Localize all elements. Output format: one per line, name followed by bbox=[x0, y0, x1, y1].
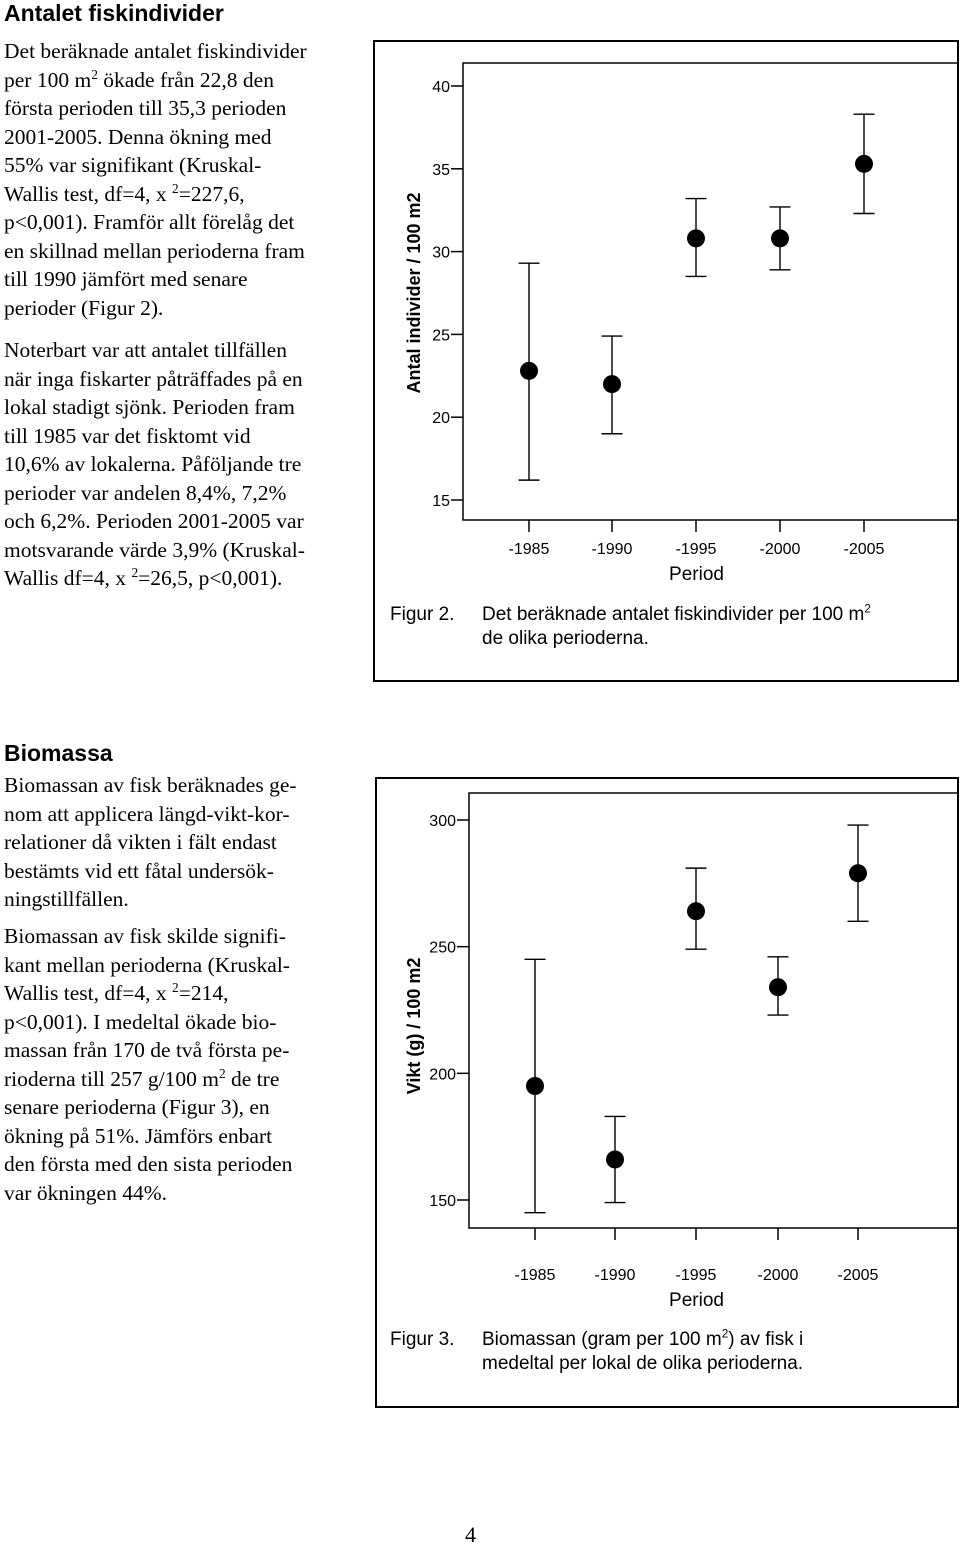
x-tick-label: -1990 bbox=[594, 1267, 636, 1284]
figure-2-label: Figur 2. bbox=[390, 604, 455, 625]
y-tick-label: 30 bbox=[432, 244, 450, 262]
x-tick-label: -1985 bbox=[514, 1267, 556, 1284]
y-tick-label: 300 bbox=[429, 813, 456, 830]
data-point bbox=[687, 902, 705, 920]
x-axis-label: Period bbox=[669, 564, 724, 585]
y-axis-label: Antal individer / 100 m2 bbox=[404, 192, 424, 394]
text-line: nom att applicera längd-vikt-kor- bbox=[4, 801, 290, 826]
text-line: lokal stadigt sjönk. Perioden fram bbox=[4, 395, 295, 419]
y-tick-label: 150 bbox=[429, 1193, 456, 1210]
text-line: Noterbart var att antalet tillfällen bbox=[4, 338, 287, 362]
y-tick-label: 15 bbox=[432, 493, 450, 510]
text-line: kant mellan perioderna (Kruskal- bbox=[4, 952, 290, 977]
text-line: perioder (Figur 2). bbox=[4, 295, 164, 320]
text-line: till 1990 jämfört med senare bbox=[4, 267, 248, 291]
text-line: perioder var andelen 8,4%, 7,2% bbox=[4, 480, 287, 505]
text-line: de olika perioderna. bbox=[482, 628, 649, 649]
text-line: Det beräknade antalet fiskindivider bbox=[4, 39, 307, 63]
text-line: Wallis df=4, x $^2$=26,5, p<0,001). bbox=[4, 564, 283, 590]
x-tick-label: -2000 bbox=[757, 1267, 799, 1284]
text-line: massan från 170 de två första pe- bbox=[4, 1038, 290, 1062]
y-tick-label: 35 bbox=[432, 161, 450, 179]
y-tick-label: 25 bbox=[432, 327, 450, 345]
text-line: per 100 $m^2$ ökade från 22,8 den bbox=[4, 66, 274, 92]
text-line: p<0,001). Framför allt förelåg det bbox=[4, 210, 295, 234]
text-line: 2001-2005. Denna ökning med bbox=[4, 124, 272, 149]
section-heading-biomassa: Biomassa bbox=[4, 740, 113, 766]
text-line: Biomassan av fisk beräknades ge- bbox=[4, 773, 297, 797]
page-number: 4 bbox=[465, 1522, 476, 1547]
text-line: p<0,001). I medeltal ökade bio- bbox=[4, 1009, 277, 1034]
y-tick-label: 250 bbox=[429, 939, 456, 957]
text-line: ökning på 51%. Jämförs enbart bbox=[4, 1123, 273, 1148]
text-line: den första med den sista perioden bbox=[4, 1152, 293, 1176]
text-line: bestämts vid ett fåtal undersök- bbox=[4, 858, 274, 883]
text-line: 10,6% av lokalerna. Påföljande tre bbox=[4, 452, 302, 476]
data-point bbox=[769, 978, 787, 996]
text-line: ningstillfällen. bbox=[4, 887, 129, 911]
y-tick-label: 20 bbox=[432, 410, 450, 428]
text-line: Wallis test, df=4, x $^2$=214, bbox=[4, 979, 229, 1005]
plot-frame bbox=[469, 793, 958, 1228]
x-tick-label: -1995 bbox=[675, 541, 717, 558]
section-heading-fiskindivider: Antalet fiskindivider bbox=[4, 0, 224, 26]
x-tick-label: -1995 bbox=[675, 1267, 717, 1284]
text-line: var ökningen 44%. bbox=[4, 1180, 168, 1205]
x-tick-label: -2005 bbox=[837, 1267, 879, 1284]
text-line: och 6,2%. Perioden 2001-2005 var bbox=[4, 509, 304, 533]
text-line: 55% var signifikant (Kruskal- bbox=[4, 153, 262, 177]
figure-3-label: Figur 3. bbox=[390, 1329, 455, 1350]
y-tick-label: 200 bbox=[429, 1066, 456, 1084]
text-line: en skillnad mellan perioderna fram bbox=[4, 238, 305, 263]
text-line: senare perioderna (Figur 3), en bbox=[4, 1095, 270, 1119]
x-tick-label: -2000 bbox=[759, 541, 801, 558]
text-line: Det beräknade antalet fiskindivider per 100 $m^2$ bbox=[482, 602, 871, 625]
text-line: rioderna till 257 g/100 $m^2$ de tre bbox=[4, 1065, 280, 1091]
text-line: relationer då vikten i fält endast bbox=[4, 830, 277, 854]
text-line: Wallis test, df=4, x $^2$=227,6, bbox=[4, 180, 245, 206]
text-line: när inga fiskarter påträffades på en bbox=[4, 366, 303, 391]
data-point bbox=[849, 864, 867, 882]
x-tick-label: -2005 bbox=[843, 541, 885, 558]
text-line: Biomassan (gram per 100 $m^2$) av fisk i bbox=[482, 1327, 804, 1350]
x-tick-label: -1990 bbox=[591, 541, 633, 558]
text-line: första perioden till 35,3 perioden bbox=[4, 96, 287, 120]
text-line: Biomassan av fisk skilde signifi- bbox=[4, 924, 286, 948]
text-line: medeltal per lokal de olika perioderna. bbox=[482, 1353, 804, 1374]
x-tick-label: -1985 bbox=[508, 541, 550, 558]
data-point bbox=[606, 1150, 624, 1168]
text-line: till 1985 var det fisktomt vid bbox=[4, 423, 251, 448]
text-line: motsvarande värde 3,9% (Kruskal- bbox=[4, 537, 305, 562]
x-axis-label: Period bbox=[669, 1290, 724, 1311]
data-point bbox=[526, 1077, 544, 1095]
y-axis-label: Vikt (g) / 100 m2 bbox=[404, 957, 424, 1095]
y-tick-label: 40 bbox=[432, 79, 450, 96]
figure-3-caption bbox=[482, 1328, 803, 1376]
